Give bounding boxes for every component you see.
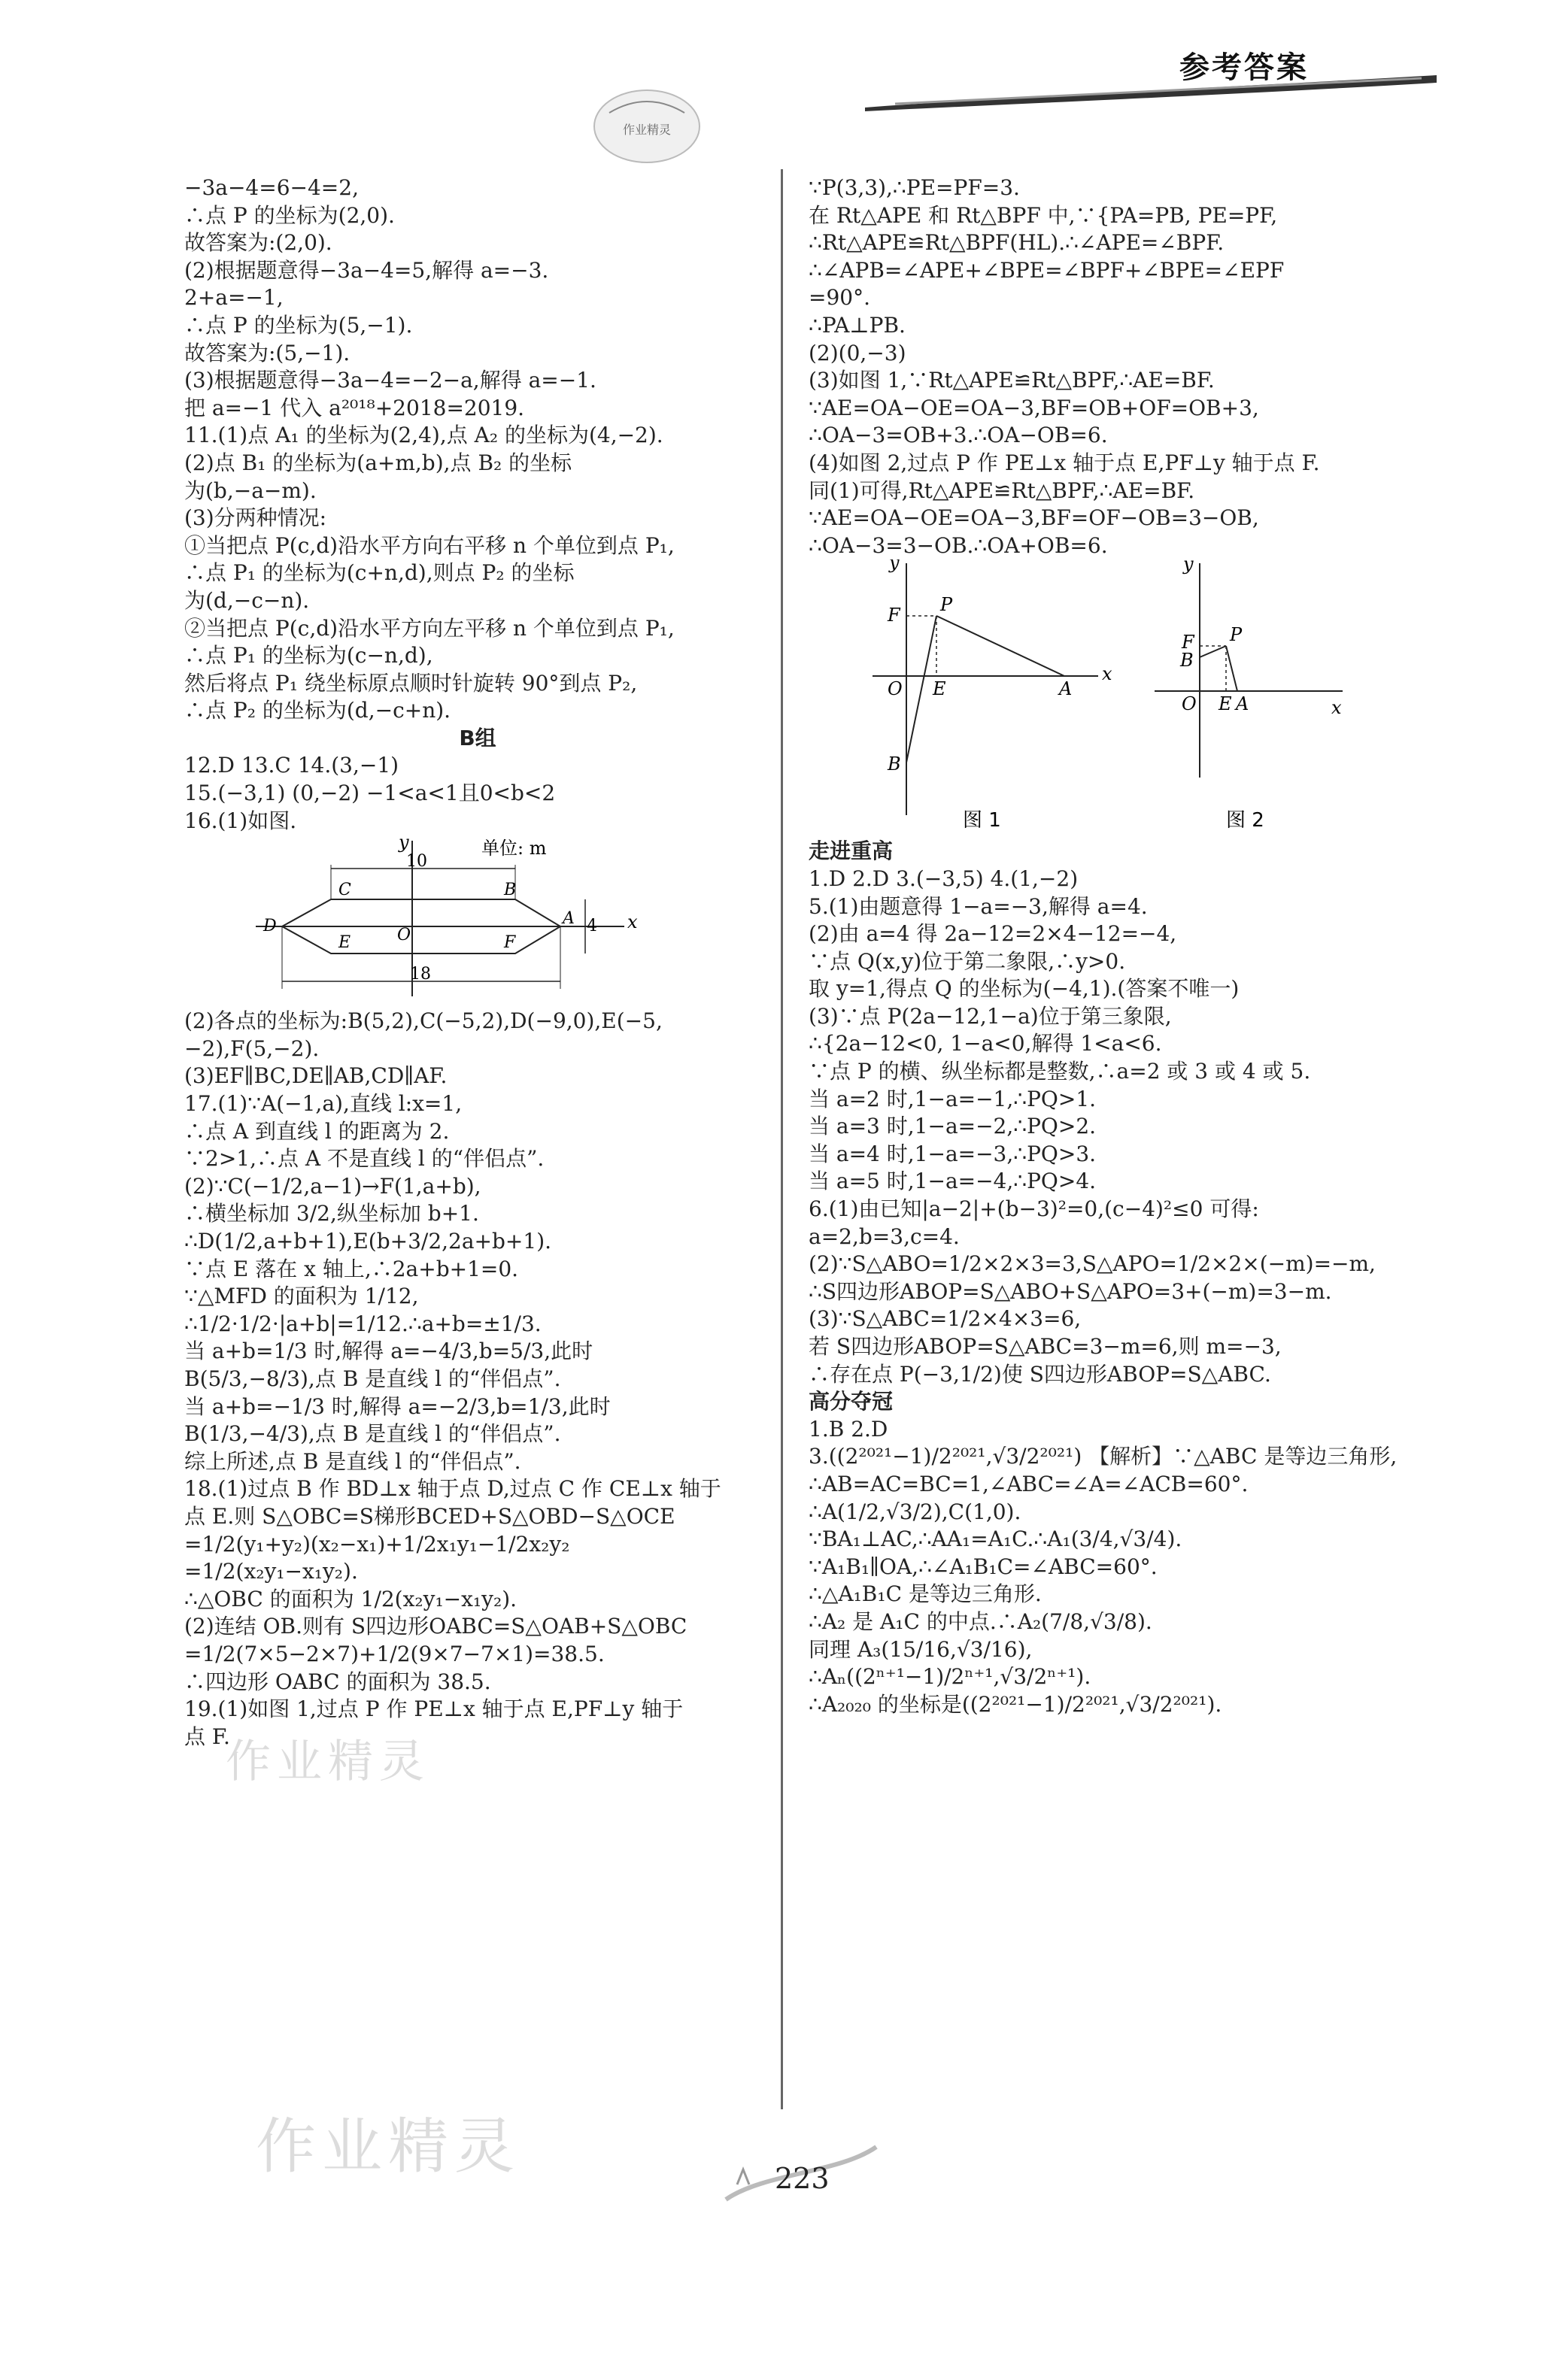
axis-label: y bbox=[399, 835, 409, 853]
text-line: (2)(0,−3) bbox=[809, 340, 906, 365]
segment-pa bbox=[936, 616, 1064, 676]
text-line: ∴S四边形ABOP=S△ABO+S△APO=3+(−m)=3−m. bbox=[809, 1278, 1332, 1304]
text-line: (2)∵C(−1/2,a−1)→F(1,a+b), bbox=[184, 1173, 481, 1199]
text-line: 5.(1)由题意得 1−a=−3,解得 a=4. bbox=[809, 893, 1148, 919]
text-line: (2)由 a=4 得 2a−12=2×4−12=−4, bbox=[809, 921, 1177, 947]
text-line: −2),F(5,−2). bbox=[184, 1035, 320, 1061]
figure-1-svg bbox=[873, 559, 1121, 838]
text-line: 当 a=3 时,1−a=−2,∴PQ>2. bbox=[809, 1114, 1097, 1139]
text-line: ∴Aₙ((2ⁿ⁺¹−1)/2ⁿ⁺¹,√3/2ⁿ⁺¹). bbox=[809, 1664, 1091, 1690]
text-line: ∵BA₁⊥AC,∴AA₁=A₁C.∴A₁(3/4,√3/4). bbox=[809, 1527, 1182, 1552]
text-line: (3)EF∥BC,DE∥AB,CD∥AF. bbox=[184, 1063, 448, 1089]
text-line: =1/2(y₁+y₂)(x₂−x₁)+1/2x₁y₁−1/2x₂y₂ bbox=[184, 1531, 570, 1557]
point-label: P bbox=[940, 594, 953, 616]
text-line: 当 a=5 时,1−a=−4,∴PQ>4. bbox=[809, 1169, 1097, 1194]
text-line: ∵AE=OA−OE=OA−3,BF=OF−OB=3−OB, bbox=[809, 505, 1259, 531]
point-label: A bbox=[1236, 693, 1249, 715]
text-line: 3.((2²⁰²¹−1)/2²⁰²¹,√3/2²⁰²¹) 【解析】∵△ABC 是等边三角形, bbox=[809, 1444, 1398, 1469]
figure-2-svg bbox=[1155, 559, 1350, 838]
text-line: ∴点 P₁ 的坐标为(c−n,d), bbox=[184, 643, 433, 669]
left-column bbox=[184, 174, 771, 1751]
text-line: (3)∵点 P(2a−12,1−a)位于第三象限, bbox=[809, 1003, 1172, 1029]
logo-stamp bbox=[587, 83, 707, 169]
text-line: 15.(−3,1) (0,−2) −1<a<1且0<b<2 bbox=[184, 781, 556, 806]
point-label: B bbox=[1180, 650, 1194, 672]
text-line: 故答案为:(2,0). bbox=[184, 230, 332, 256]
text-line: B(5/3,−8/3),点 B 是直线 l 的“伴侣点”. bbox=[184, 1366, 561, 1391]
text-line: 当 a+b=1/3 时,解得 a=−4/3,b=5/3,此时 bbox=[184, 1339, 593, 1364]
text-line: (2)∵S△ABO=1/2×2×3=3,S△APO=1/2×2×(−m)=−m, bbox=[809, 1251, 1376, 1277]
point-label: P bbox=[1230, 624, 1243, 646]
origin-label: O bbox=[1182, 693, 1197, 715]
text-line: ②当把点 P(c,d)沿水平方向左平移 n 个单位到点 P₁, bbox=[184, 615, 675, 641]
point-label: C bbox=[338, 881, 351, 900]
text-line: ∴A₂ 是 A₁C 的中点.∴A₂(7/8,√3/8). bbox=[809, 1608, 1152, 1634]
origin-label: O bbox=[888, 678, 903, 700]
point-label: E bbox=[338, 933, 351, 953]
height-label: 4 bbox=[587, 917, 597, 936]
text-line: ∴A₂₀₂₀ 的坐标是((2²⁰²¹−1)/2²⁰²¹,√3/2²⁰²¹). bbox=[809, 1691, 1222, 1717]
text-line: 1.B 2.D bbox=[809, 1416, 888, 1442]
text-line: 故答案为:(5,−1). bbox=[184, 340, 351, 365]
text-line: =90°. bbox=[809, 285, 870, 311]
text-line: 17.(1)∵A(−1,a),直线 l:x=1, bbox=[184, 1091, 463, 1117]
text-line: 综上所述,点 B 是直线 l 的“伴侣点”. bbox=[184, 1448, 521, 1474]
text-line: ∴横坐标加 3/2,纵坐标加 b+1. bbox=[184, 1201, 479, 1226]
text-line: (3)∵S△ABC=1/2×4×3=6, bbox=[809, 1306, 1082, 1332]
text-line: ∴A(1/2,√3/2),C(1,0). bbox=[809, 1499, 1021, 1524]
text-line: 为(d,−c−n). bbox=[184, 587, 310, 613]
text-line: 12.D 13.C 14.(3,−1) bbox=[184, 753, 399, 778]
text-line: ∴OA−3=OB+3.∴OA−OB=6. bbox=[809, 423, 1108, 448]
text-line: ∴{2a−12<0, 1−a<0,解得 1<a<6. bbox=[809, 1031, 1162, 1057]
svg-text:作业精灵: 作业精灵 bbox=[622, 123, 672, 137]
column-divider bbox=[781, 169, 783, 2109]
axis-label: x bbox=[1331, 697, 1342, 719]
text-line: 为(b,−a−m). bbox=[184, 478, 317, 503]
text-line: ∵点 Q(x,y)位于第二象限,∴y>0. bbox=[809, 948, 1126, 974]
point-label: E bbox=[933, 678, 946, 700]
point-label: E bbox=[1219, 693, 1232, 715]
text-line: (3)分两种情况: bbox=[184, 505, 327, 531]
text-line: 把 a=−1 代入 a²⁰¹⁸+2018=2019. bbox=[184, 395, 525, 420]
text-line: ∴点 P 的坐标为(2,0). bbox=[184, 202, 395, 228]
text-line: ∵P(3,3),∴PE=PF=3. bbox=[809, 175, 1020, 200]
text-line: 点 F. bbox=[184, 1724, 230, 1749]
text-line: ∵AE=OA−OE=OA−3,BF=OB+OF=OB+3, bbox=[809, 395, 1259, 420]
text-line: ∴△A₁B₁C 是等边三角形. bbox=[809, 1581, 1042, 1607]
text-line: 18.(1)过点 B 作 BD⊥x 轴于点 D,过点 C 作 CE⊥x 轴于 bbox=[184, 1476, 721, 1502]
text-line: 同(1)可得,Rt△APE≌Rt△BPF,∴AE=BF. bbox=[809, 478, 1195, 503]
header-title: 参考答案 bbox=[1179, 50, 1309, 85]
point-label: A bbox=[563, 909, 575, 929]
text-line: 同理 A₃(15/16,√3/16), bbox=[809, 1636, 1033, 1662]
text-line: ∵△MFD 的面积为 1/12, bbox=[184, 1284, 419, 1309]
segment-pa bbox=[1226, 646, 1237, 691]
text-line: 当 a+b=−1/3 时,解得 a=−2/3,b=1/3,此时 bbox=[184, 1393, 611, 1419]
text-line: a=2,b=3,c=4. bbox=[809, 1223, 960, 1249]
figure-1-caption: 图 1 bbox=[963, 809, 1001, 832]
text-line: ∴四边形 OABC 的面积为 38.5. bbox=[184, 1669, 491, 1694]
text-line: 高分夺冠 bbox=[809, 1389, 894, 1414]
text-line: ∴点 P₁ 的坐标为(c+n,d),则点 P₂ 的坐标 bbox=[184, 560, 575, 586]
watermark: 作业精灵 bbox=[226, 1736, 430, 1788]
point-label: D bbox=[263, 917, 277, 936]
text-line: ∴Rt△APE≌Rt△BPF(HL).∴∠APE=∠BPF. bbox=[809, 230, 1225, 256]
point-label: F bbox=[1182, 632, 1194, 653]
text-line: 2+a=−1, bbox=[184, 285, 284, 311]
text-line: (2)根据题意得−3a−4=5,解得 a=−3. bbox=[184, 257, 549, 283]
top-length-label: 10 bbox=[406, 852, 427, 872]
text-line: (2)连结 OB.则有 S四边形OABC=S△OAB+S△OBC bbox=[184, 1614, 687, 1639]
text-line: (4)如图 2,过点 P 作 PE⊥x 轴于点 E,PF⊥y 轴于点 F. bbox=[809, 450, 1320, 475]
text-line: 19.(1)如图 1,过点 P 作 PE⊥x 轴于点 E,PF⊥y 轴于 bbox=[184, 1696, 684, 1722]
point-label: B bbox=[504, 881, 517, 900]
watermark: 作业精灵 bbox=[256, 2112, 520, 2181]
text-line: 取 y=1,得点 Q 的坐标为(−4,1).(答案不唯一) bbox=[809, 976, 1240, 1002]
text-line: 6.(1)由已知|a−2|+(b−3)²=0,(c−4)²≤0 可得: bbox=[809, 1196, 1259, 1222]
text-line: ∵2>1,∴点 A 不是直线 l 的“伴侣点”. bbox=[184, 1146, 545, 1172]
point-label: A bbox=[1059, 678, 1073, 700]
text-line: ∵点 E 落在 x 轴上,∴2a+b+1=0. bbox=[184, 1256, 519, 1281]
text-line: =1/2(7×5−2×7)+1/2(9×7−7×1)=38.5. bbox=[184, 1641, 605, 1666]
bottom-length-label: 18 bbox=[410, 965, 431, 984]
origin-label: O bbox=[397, 926, 411, 945]
unit-label: 单位: m bbox=[481, 838, 547, 860]
axis-label: y bbox=[1183, 559, 1194, 575]
text-line: 1.D 2.D 3.(−3,5) 4.(1,−2) bbox=[809, 866, 1079, 891]
text-line: ∴△OBC 的面积为 1/2(x₂y₁−x₁y₂). bbox=[184, 1586, 517, 1611]
text-line: ∴PA⊥PB. bbox=[809, 312, 906, 338]
text-line: 然后将点 P₁ 绕坐标原点顺时针旋转 90°到点 P₂, bbox=[184, 670, 638, 696]
segment-pb bbox=[1200, 646, 1226, 657]
text-line: 点 E.则 S△OBC=S梯形BCED+S△OBD−S△OCE bbox=[184, 1503, 675, 1529]
text-line: (3)如图 1,∵Rt△APE≌Rt△BPF,∴AE=BF. bbox=[809, 368, 1215, 393]
axis-label: x bbox=[627, 911, 638, 933]
text-line: ∴存在点 P(−3,1/2)使 S四边形ABOP=S△ABC. bbox=[809, 1361, 1271, 1387]
text-line: ∴1/2·1/2·|a+b|=1/12.∴a+b=±1/3. bbox=[184, 1311, 542, 1336]
text-line: −3a−4=6−4=2, bbox=[184, 175, 359, 200]
text-line: ∴点 P₂ 的坐标为(d,−c+n). bbox=[184, 698, 451, 723]
text-line: ∴点 A 到直线 l 的距离为 2. bbox=[184, 1118, 450, 1144]
axis-label: y bbox=[889, 559, 900, 574]
text-line: ∴AB=AC=BC=1,∠ABC=∠A=∠ACB=60°. bbox=[809, 1471, 1249, 1496]
text-line: 11.(1)点 A₁ 的坐标为(2,4),点 A₂ 的坐标为(4,−2). bbox=[184, 423, 663, 448]
text-line: ∵A₁B₁∥OA,∴∠A₁B₁C=∠ABC=60°. bbox=[809, 1554, 1158, 1579]
text-line: ①当把点 P(c,d)沿水平方向右平移 n 个单位到点 P₁, bbox=[184, 532, 675, 558]
text-line: 走进重高 bbox=[809, 838, 894, 864]
figure-2-caption: 图 2 bbox=[1226, 809, 1264, 832]
text-line: (2)点 B₁ 的坐标为(a+m,b),点 B₂ 的坐标 bbox=[184, 450, 572, 475]
page-header bbox=[865, 30, 1437, 128]
text-line: 当 a=2 时,1−a=−1,∴PQ>1. bbox=[809, 1086, 1097, 1111]
axis-label: x bbox=[1102, 663, 1112, 685]
text-line: ∴OA−3=3−OB.∴OA+OB=6. bbox=[809, 532, 1108, 558]
point-label: B bbox=[888, 753, 901, 775]
figure-16-svg bbox=[256, 835, 647, 1008]
text-line: ∴∠APB=∠APE+∠BPE=∠BPF+∠BPE=∠EPF bbox=[809, 257, 1285, 283]
text-line: (3)根据题意得−3a−4=−2−a,解得 a=−1. bbox=[184, 368, 596, 393]
text-line: =1/2(x₂y₁−x₁y₂). bbox=[184, 1559, 358, 1584]
text-line: ∴点 P 的坐标为(5,−1). bbox=[184, 312, 413, 338]
page-number: 223 bbox=[775, 2162, 830, 2195]
text-line: 16.(1)如图. bbox=[184, 808, 297, 833]
text-line: ∴D(1/2,a+b+1),E(b+3/2,2a+b+1). bbox=[184, 1229, 552, 1254]
header-swoosh-decoration bbox=[865, 74, 1437, 111]
text-line: B组 bbox=[459, 725, 496, 750]
segment-pb bbox=[906, 616, 936, 763]
text-line: (2)各点的坐标为:B(5,2),C(−5,2),D(−9,0),E(−5, bbox=[184, 1008, 663, 1034]
text-line: 若 S四边形ABOP=S△ABC=3−m=6,则 m=−3, bbox=[809, 1334, 1282, 1359]
right-column bbox=[809, 174, 1398, 1718]
text-line: B(1/3,−4/3),点 B 是直线 l 的“伴侣点”. bbox=[184, 1421, 561, 1447]
text-line: 在 Rt△APE 和 Rt△BPF 中,∵{PA=PB, PE=PF, bbox=[809, 202, 1278, 228]
text-line: 当 a=4 时,1−a=−3,∴PQ>3. bbox=[809, 1141, 1097, 1166]
figures-1-2 bbox=[809, 559, 1395, 838]
point-label: F bbox=[504, 933, 516, 953]
point-label: F bbox=[888, 605, 900, 626]
figure-16 bbox=[184, 835, 771, 1008]
text-line: ∵点 P 的横、纵坐标都是整数,∴a=2 或 3 或 4 或 5. bbox=[809, 1059, 1311, 1084]
